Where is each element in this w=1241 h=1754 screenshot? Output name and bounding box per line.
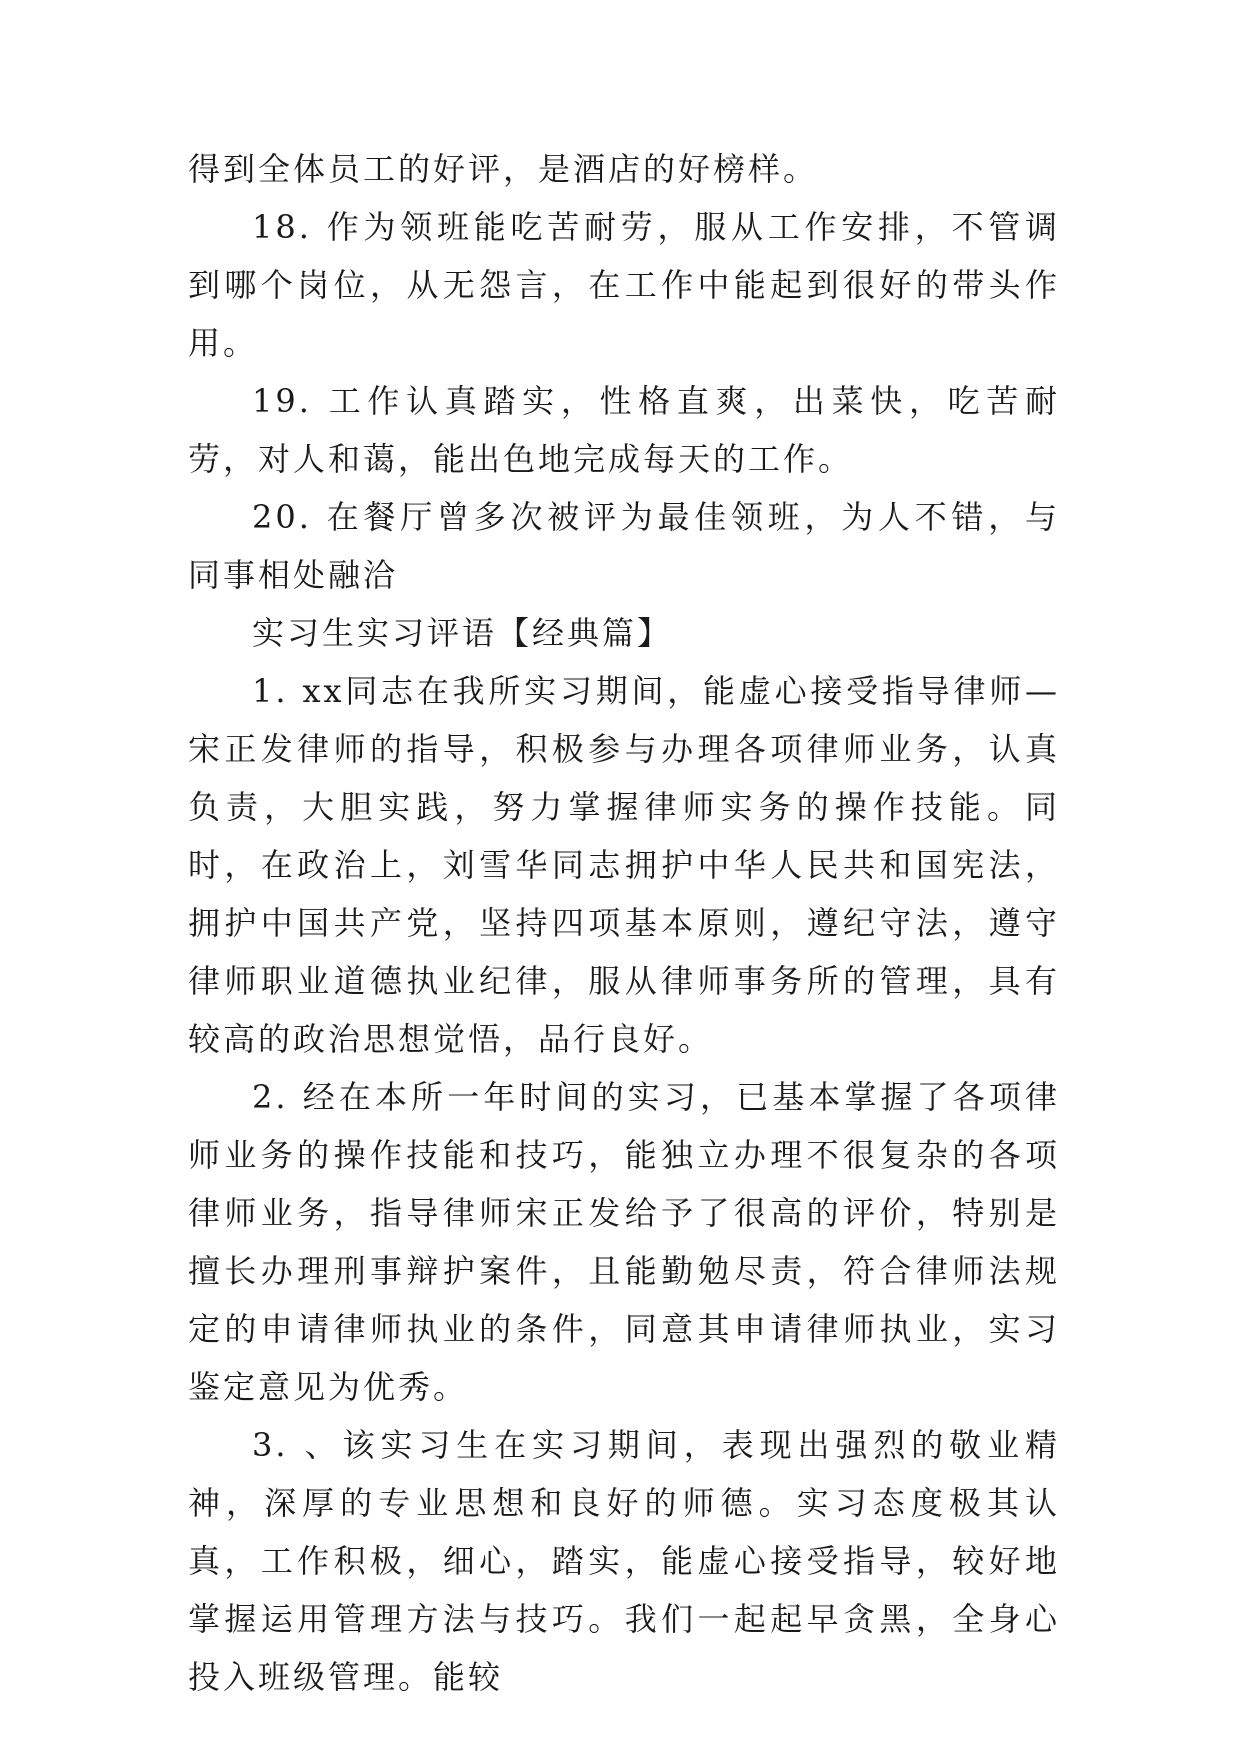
review-item-2: 2. 经在本所一年时间的实习，已基本掌握了各项律师业务的操作技能和技巧，能独立办理不很复杂的各项律师业务，指导律师宋正发给予了很高的评价，特别是擅长办理刑事辩护案件，且能勤勉尽责，符合律师法规定的申请律师执业的条件，同意其申请律师执业，实习鉴定意见为优秀。 <box>188 1078 1060 1406</box>
review-item-3: 3. 、该实习生在实习期间，表现出强烈的敬业精神，深厚的专业思想和良好的师德。实习态度极其认真，工作积极，细心，踏实，能虚心接受指导，较好地掌握运用管理方法与技巧。我们一起起早贪黑，全身心投入班级管理。能较 <box>188 1426 1060 1696</box>
paragraph-item-20: 20. 在餐厅曾多次被评为最佳领班，为人不错，与同事相处融洽 <box>188 498 1060 594</box>
review-item-1: 1. xx同志在我所实习期间，能虚心接受指导律师—宋正发律师的指导，积极参与办理各项律师业务，认真负责，大胆实践，努力掌握律师实务的操作技能。同时，在政治上，刘雪华同志拥护中华人民共和国宪法，拥护中国共产党，坚持四项基本原则，遵纪守法，遵守律师职业道德执业纪律，服从律师事务所的管理，具有较高的政治思想觉悟，品行良好。 <box>188 672 1060 1058</box>
section-heading: 实习生实习评语【经典篇】 <box>252 614 673 652</box>
paragraph-item-18: 18. 作为领班能吃苦耐劳，服从工作安排，不管调到哪个岗位，从无怨言，在工作中能起到很好的带头作用。 <box>188 208 1060 362</box>
paragraph-item-19: 19. 工作认真踏实，性格直爽，出菜快，吃苦耐劳，对人和蔼，能出色地完成每天的工作。 <box>188 382 1060 478</box>
document-page <box>188 140 1060 1706</box>
paragraph-continuation: 得到全体员工的好评，是酒店的好榜样。 <box>188 150 819 188</box>
